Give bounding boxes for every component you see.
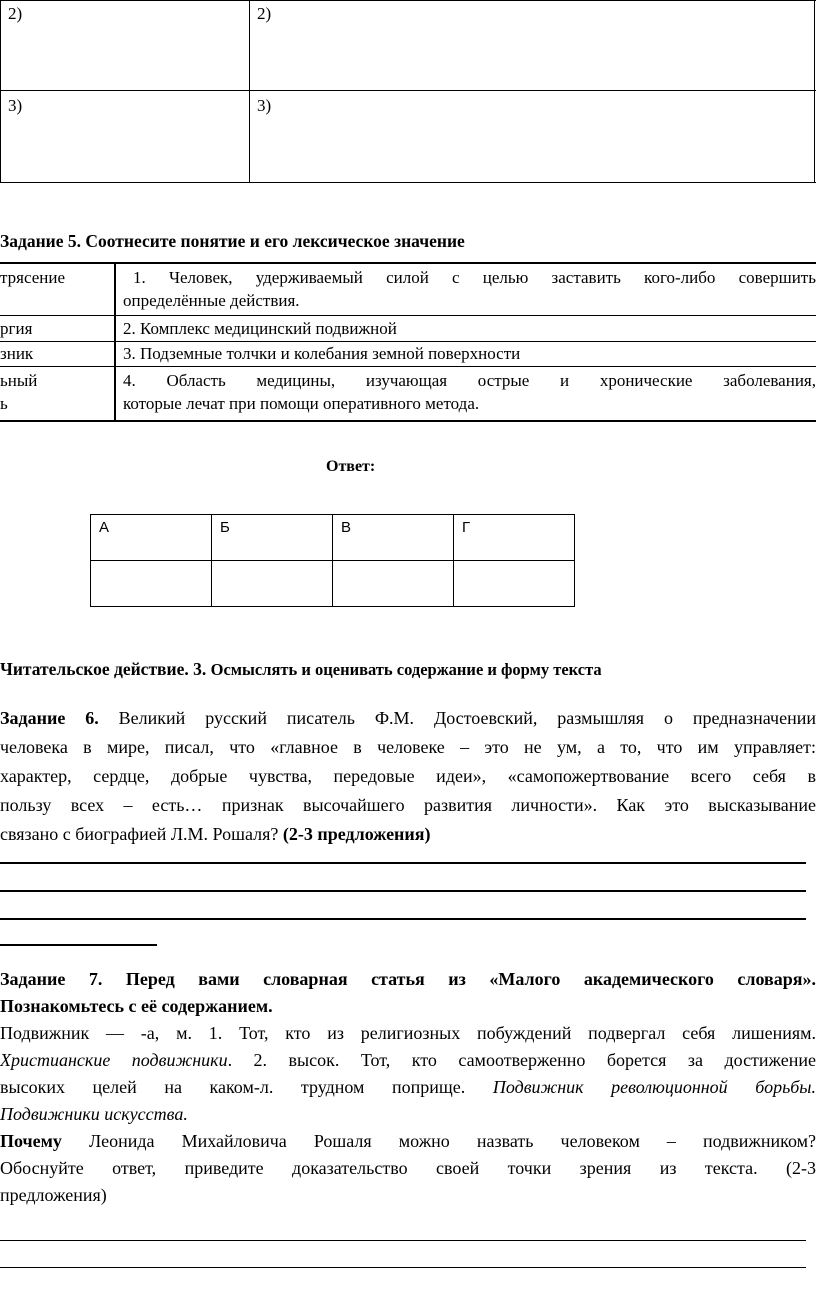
dict-example: Христианские подвижники: [0, 1050, 228, 1070]
answer-header: В: [333, 515, 454, 561]
task5-title: Задание 5. Соотнесите понятие и его лексическое значение: [0, 231, 465, 251]
task7-title: Задание 7. Перед вами словарная статья из «Малого академического словаря».: [0, 969, 816, 989]
task5-border: [0, 315, 816, 316]
dict-line: . 2. высок. Тот, кто самоотверженно борется за достижение: [227, 1050, 816, 1070]
top-table-cell: 2): [257, 4, 272, 23]
answer-header: Г: [454, 515, 575, 561]
answer-cell[interactable]: [212, 561, 333, 607]
top-table-border-right: [814, 0, 815, 183]
top-table-border-mid: [0, 90, 816, 91]
top-table-cell: 2): [8, 4, 23, 23]
question-line: Леонида Михайловича Рошаля можно назвать человеком – подвижником?: [61, 1131, 816, 1151]
task5-border: [114, 262, 116, 421]
answer-line[interactable]: [0, 944, 157, 946]
task6-note: (2-3 предложения): [282, 824, 431, 844]
answer-header: А: [91, 515, 212, 561]
task6-line: Великий русский писатель Ф.М. Достоевский, размышляя о предназначении: [98, 708, 816, 728]
task7-title: Познакомьтесь с её содержанием.: [0, 996, 273, 1016]
answer-line[interactable]: [0, 1240, 806, 1241]
top-table-border-left: [0, 0, 1, 183]
top-table-cell: 3): [8, 96, 23, 115]
task5-border: [0, 366, 816, 367]
answer-line[interactable]: [0, 890, 806, 892]
section-part2: Осмыслять и оценивать содержание и форму текста: [210, 660, 602, 679]
section-part1: Читательское действие. 3.: [0, 659, 207, 679]
answer-cell[interactable]: [454, 561, 575, 607]
answer-table: [90, 514, 575, 607]
task5-meaning: 4. Область медицины, изучающая острые и хронические заболевания,: [123, 371, 816, 390]
task6-line: человека в мире, писал, что «главное в человеке – это не ум, а то, что им управляет:: [0, 737, 816, 757]
top-table-cell: 3): [257, 96, 272, 115]
dict-line: Подвижник — -а, м. 1. Тот, кто из религиозных побуждений подвергал себя лишениям.: [0, 1023, 816, 1043]
task7-text: [0, 966, 816, 1209]
section-heading: [0, 659, 602, 680]
top-table-border-bottom: [0, 182, 816, 183]
question-line: Обоснуйте ответ, приведите доказательство своей точки зрения из текста. (2-3: [0, 1158, 816, 1178]
task5-meaning: определённые действия.: [123, 291, 300, 310]
task5-meaning: 2. Комплекс медицинский подвижной: [123, 319, 397, 338]
dict-line: высоких целей на каком-л. трудном поприще.: [0, 1077, 493, 1097]
top-table: [0, 0, 816, 183]
question-keyword: Почему: [0, 1131, 62, 1151]
task5-border: [0, 341, 816, 342]
dict-example: Подвижник революционной борьбы.: [492, 1077, 816, 1097]
dict-example: Подвижники искусства.: [0, 1104, 188, 1124]
task5-term: ь: [0, 394, 8, 413]
task5-border: [0, 262, 816, 264]
task5-term: трясение: [0, 268, 65, 287]
answer-line[interactable]: [0, 862, 806, 864]
task6-line: характер, сердце, добрые чувства, передовые идеи», «самопожертвование всего себя в: [0, 766, 816, 786]
top-table-border-center: [249, 0, 250, 183]
task5-meaning: 3. Подземные толчки и колебания земной поверхности: [123, 344, 521, 363]
task6-line: пользу всех – есть… признак высочайшего развития личности». Как это высказывание: [0, 795, 816, 815]
task6-label: Задание 6.: [0, 708, 99, 728]
question-line: предложения): [0, 1185, 107, 1205]
top-table-border-top: [0, 0, 816, 1]
answer-cell[interactable]: [91, 561, 212, 607]
answer-header: Б: [212, 515, 333, 561]
answer-line[interactable]: [0, 1267, 806, 1268]
task6-text: [0, 704, 816, 849]
answer-label: Ответ:: [326, 458, 376, 475]
task5-border: [0, 420, 816, 422]
task5-term: ргия: [0, 319, 33, 338]
task5-term: зник: [0, 344, 34, 363]
task5-meaning: которые лечат при помощи оперативного метода.: [123, 394, 480, 413]
task6-line: связано с биографией Л.М. Рошаля?: [0, 824, 283, 844]
answer-line[interactable]: [0, 918, 806, 920]
answer-cell[interactable]: [333, 561, 454, 607]
task5-meaning: 1. Человек, удерживаемый силой с целью заставить кого-либо совершить: [133, 268, 816, 287]
task5-term: ьный: [0, 371, 38, 390]
